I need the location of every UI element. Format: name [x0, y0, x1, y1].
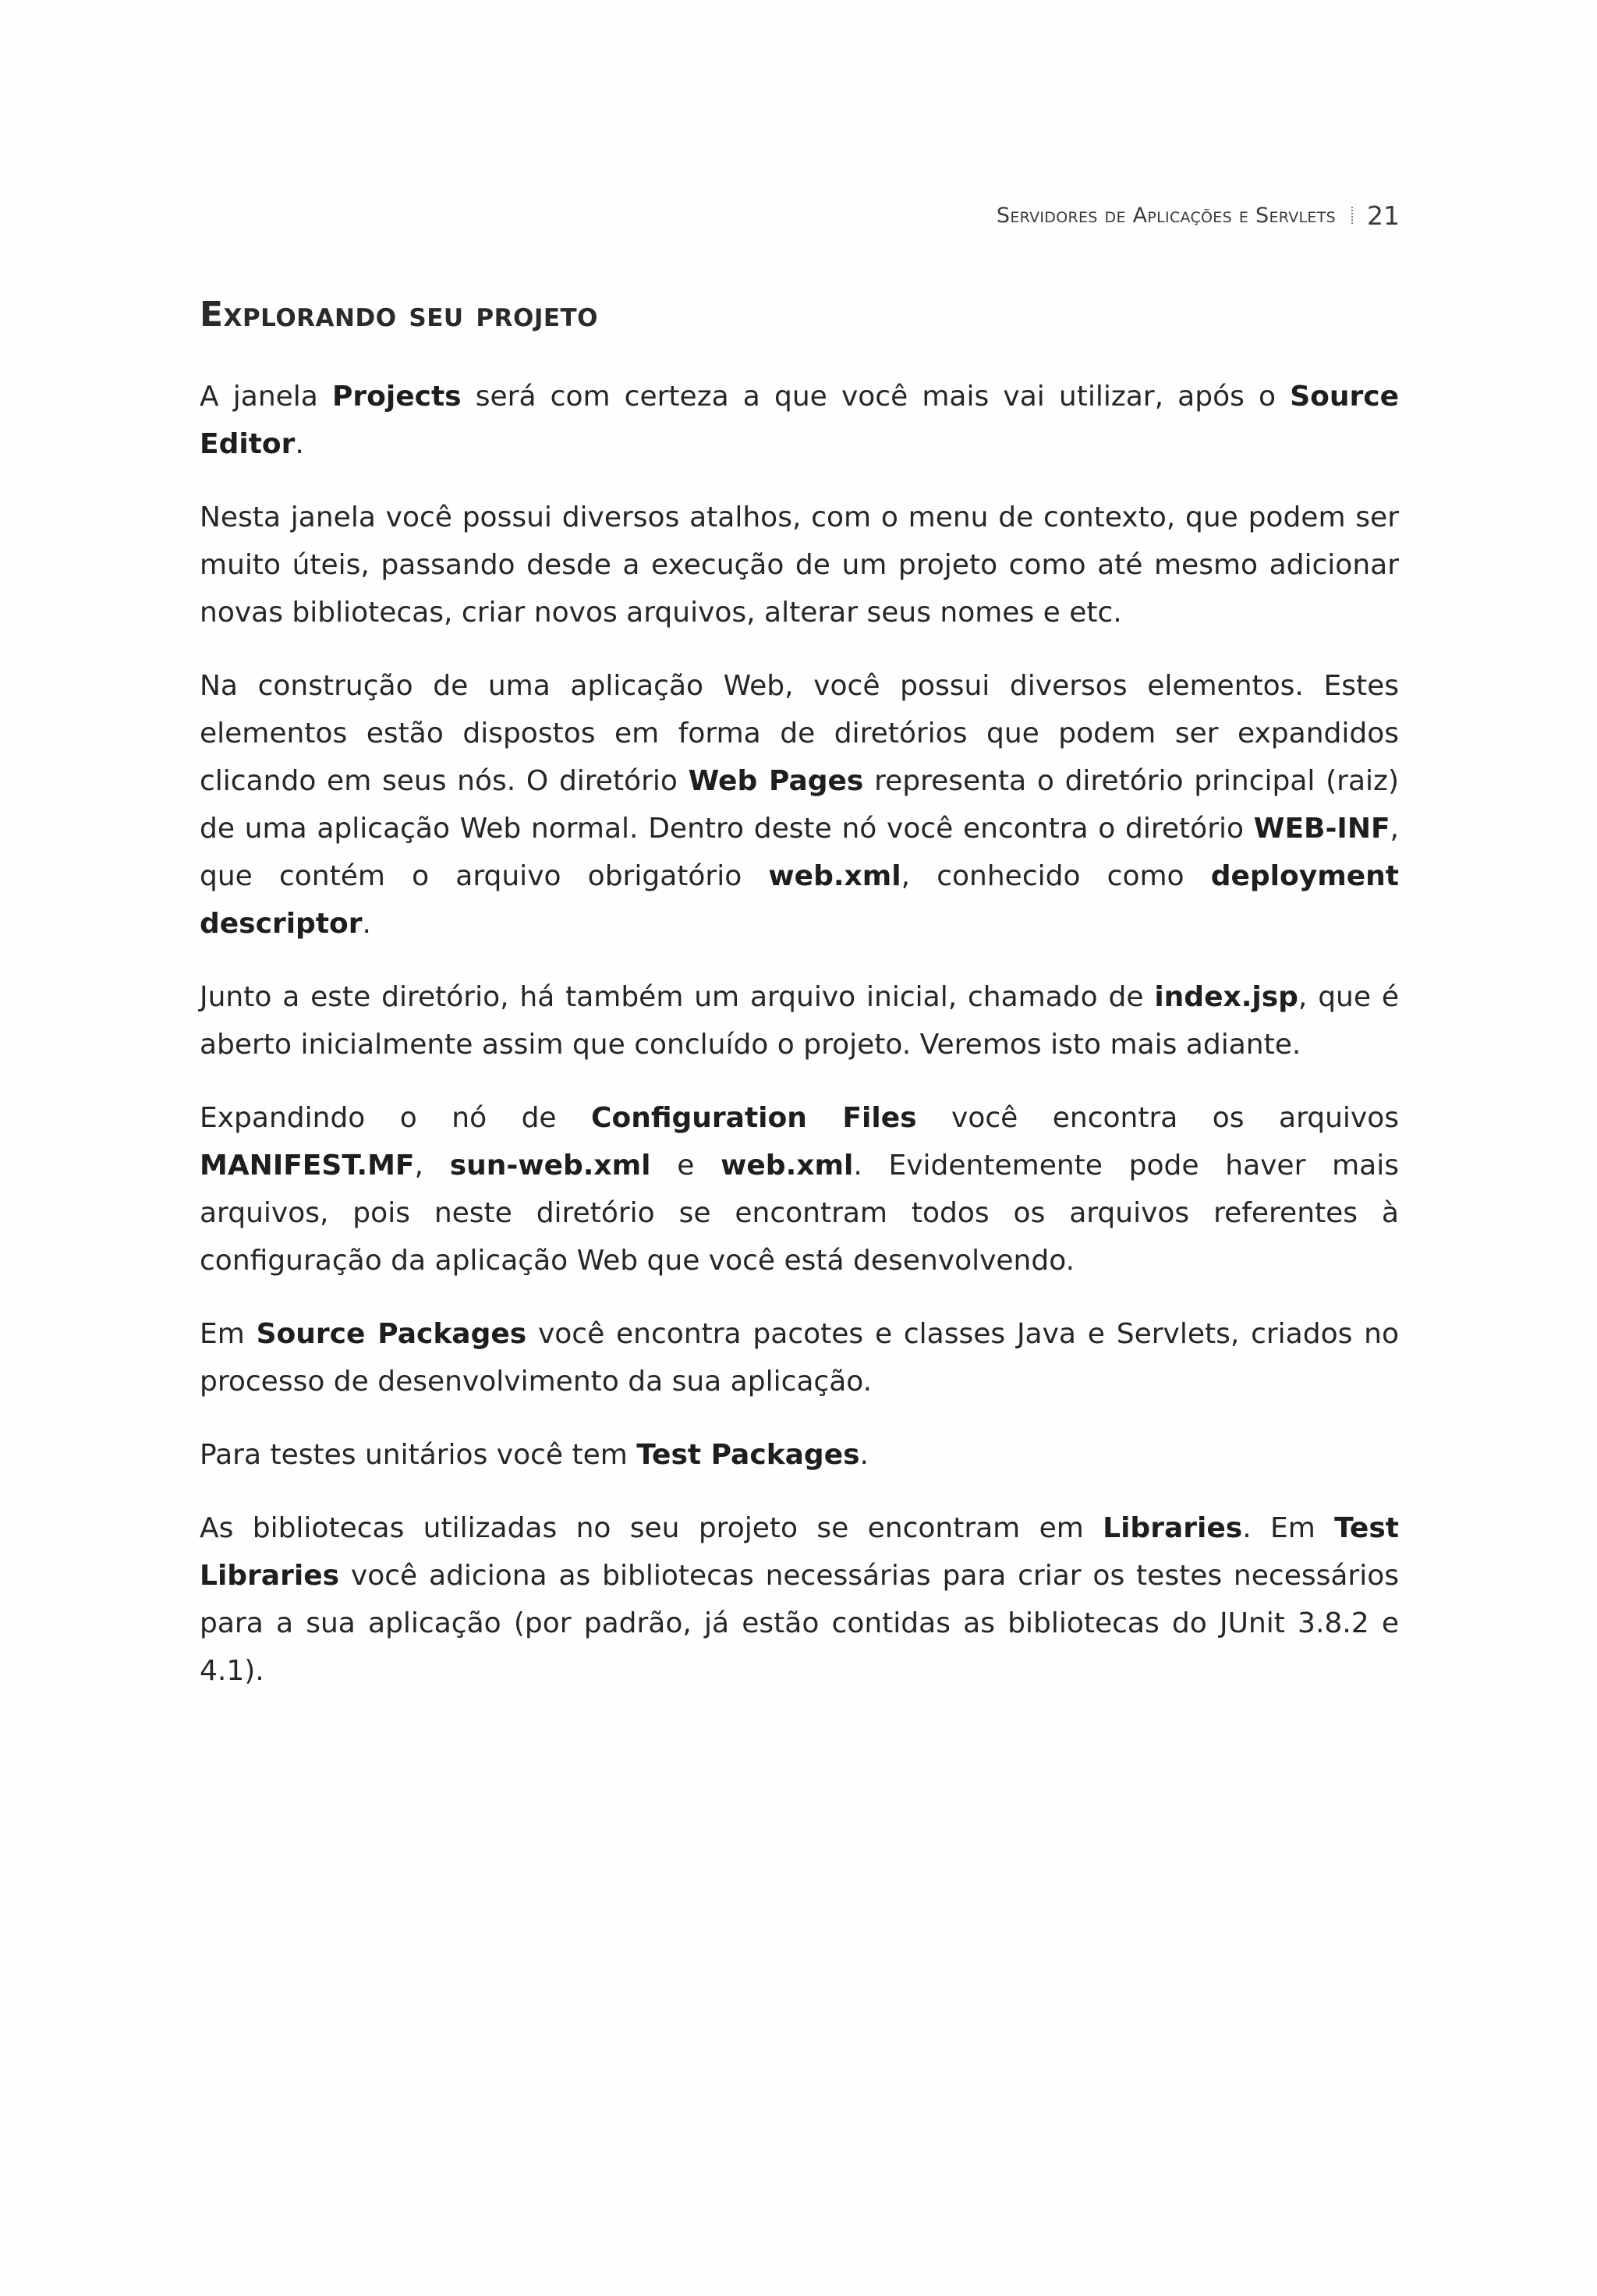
- body-text: [200, 373, 1399, 1720]
- text-run: .: [859, 1439, 869, 1471]
- running-head: [944, 200, 1400, 231]
- paragraph-context-menu: [200, 494, 1399, 636]
- running-title: Servidores de Aplicações e Servlets: [996, 203, 1336, 228]
- bold-term-libraries: Libraries: [1103, 1512, 1243, 1544]
- text-run: será com certeza a que você mais vai utilizar, após o: [461, 381, 1291, 413]
- page-number: 21: [1367, 200, 1400, 231]
- bold-term-web-xml: web.xml: [721, 1150, 854, 1182]
- paragraph-index-jsp: [200, 973, 1399, 1068]
- text-run: A janela: [200, 381, 332, 413]
- text-run: , conhecido como: [901, 860, 1211, 892]
- section-title: Explorando seu projeto: [200, 295, 599, 335]
- text-run: você encontra os arquivos: [916, 1102, 1400, 1134]
- text-run: .: [295, 428, 304, 460]
- bold-term-test-libraries: Test Libraries: [200, 1512, 1399, 1592]
- text-run: ,: [414, 1150, 450, 1182]
- text-run: você encontra pacotes e classes Java e Servlets, criados no processo de desenvolvimento da sua aplicação.: [200, 1318, 1399, 1398]
- text-run: Na construção de uma aplicação Web, você possui diversos elementos. Estes elementos estão dispostos em forma de diretórios que podem ser expandidos clicando em seus nós. O diretório: [200, 670, 1399, 797]
- bold-term-projects: Projects: [332, 381, 462, 413]
- paragraph-web-elements: [200, 662, 1399, 948]
- text-run: As bibliotecas utilizadas no seu projeto se encontram em: [200, 1512, 1103, 1544]
- bold-term-web-xml: web.xml: [768, 860, 901, 892]
- text-run: . Evidentemente pode haver mais arquivos, pois neste diretório se encontram todos os arquivos referentes à configuração da aplicação Web que você está desenvolvendo.: [200, 1150, 1399, 1277]
- bold-term-web-inf: WEB-INF: [1253, 813, 1390, 845]
- text-run: Expandindo o nó de: [200, 1102, 592, 1134]
- text-run: Nesta janela você possui diversos atalhos, com o menu de contexto, que podem ser muito úteis, passando desde a execução de um projeto como até mesmo adicionar novas bibliotecas, criar novos arquivos, alterar seus nomes e etc.: [200, 501, 1399, 629]
- paragraph-test-packages: [200, 1431, 1399, 1479]
- bold-term-source-packages: Source Packages: [256, 1318, 527, 1350]
- text-run: . Em: [1242, 1512, 1335, 1544]
- text-run: , que é aberto inicialmente assim que concluído o projeto. Veremos isto mais adiante.: [200, 981, 1399, 1061]
- bold-term-source-editor: Source Editor: [200, 381, 1399, 460]
- paragraph-source-packages: [200, 1310, 1399, 1405]
- paragraph-libraries: [200, 1504, 1399, 1695]
- bold-term-configuration-files: Configuration Files: [591, 1102, 917, 1134]
- text-run: você adiciona as bibliotecas necessárias para criar os testes necessários para a sua aplicação (por padrão, já estão contidas as bibliotecas do JUnit 3.8.2 e 4.1).: [200, 1560, 1399, 1687]
- text-run: representa o diretório principal (raiz) de uma aplicação Web normal. Dentro deste nó você encontra o diretório: [200, 765, 1399, 845]
- bold-term-test-packages: Test Packages: [636, 1439, 860, 1471]
- paragraph-configuration-files: [200, 1094, 1399, 1284]
- text-run: Junto a este diretório, há também um arquivo inicial, chamado de: [200, 981, 1155, 1013]
- text-run: Para testes unitários você tem: [200, 1439, 637, 1471]
- text-run: .: [362, 908, 371, 940]
- bold-term-deployment-descriptor: deployment descriptor: [200, 860, 1399, 940]
- bold-term-sun-web-xml: sun-web.xml: [449, 1150, 651, 1182]
- text-run: , que contém o arquivo obrigatório: [200, 813, 1399, 892]
- bold-term-index-jsp: index.jsp: [1154, 981, 1298, 1013]
- bold-term-web-pages: Web Pages: [688, 765, 864, 797]
- text-run: e: [650, 1150, 721, 1182]
- text-run: Em: [200, 1318, 257, 1350]
- running-head-separator: [1351, 207, 1353, 224]
- paragraph-projects-window: [200, 373, 1399, 468]
- bold-term-manifest-mf: MANIFEST.MF: [200, 1150, 415, 1182]
